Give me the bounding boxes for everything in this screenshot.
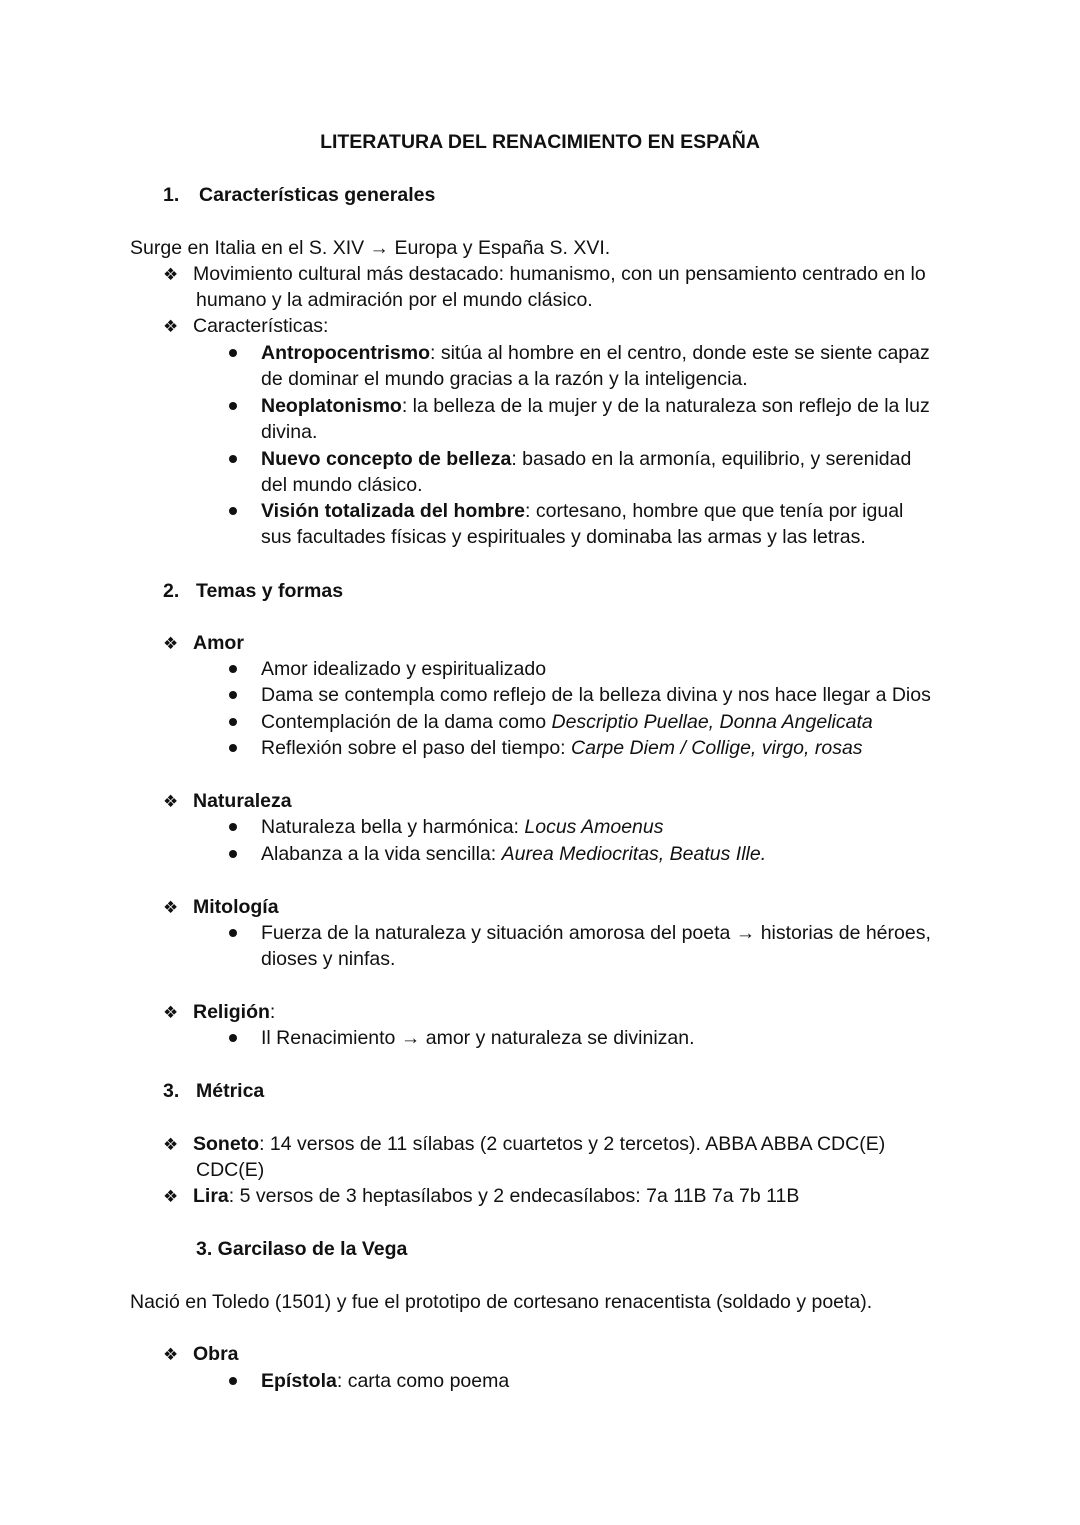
list-item-continuation: divina.	[261, 421, 318, 443]
section-heading-1: 1. Características generales	[163, 184, 436, 206]
list-item: Dama se contempla como reflejo de la belleza divina y nos hace llegar a Dios	[261, 684, 931, 706]
diamond-bullet-icon: ❖	[163, 1187, 179, 1206]
list-item: Nuevo concepto de belleza: basado en la armonía, equilibrio, y serenidad	[261, 448, 912, 470]
diamond-bullet-icon: ❖	[163, 792, 179, 811]
diamond-bullet-icon: ❖	[163, 1135, 179, 1154]
list-item: ❖ Lira: 5 versos de 3 heptasílabos y 2 endecasílabos: 7a 11B 7a 7b 11B	[163, 1183, 799, 1210]
diamond-bullet-icon: ❖	[163, 317, 179, 336]
topic-amor: ❖ Amor	[163, 630, 244, 657]
dot-bullet-icon	[229, 823, 237, 831]
list-item: Antropocentrismo: sitúa al hombre en el centro, donde este se siente capaz	[261, 342, 930, 364]
section-heading-2: 2. Temas y formas	[163, 580, 344, 602]
list-item-continuation: humano y la admiración por el mundo clásico.	[196, 289, 593, 311]
dot-bullet-icon	[229, 1377, 237, 1385]
section-heading-3: 3. Métrica	[163, 1080, 265, 1102]
list-item: Il Renacimiento → amor y naturaleza se divinizan.	[261, 1027, 695, 1049]
list-item-continuation: sus facultades físicas y espirituales y dominaba las armas y las letras.	[261, 526, 866, 548]
dot-bullet-icon	[229, 744, 237, 752]
list-item: Amor idealizado y espiritualizado	[261, 658, 547, 680]
dot-bullet-icon	[229, 1034, 237, 1042]
list-item: Contemplación de la dama como Descriptio Puellae, Donna Angelicata	[261, 711, 873, 733]
dot-bullet-icon	[229, 850, 237, 858]
dot-bullet-icon	[229, 455, 237, 463]
topic-naturaleza: ❖ Naturaleza	[163, 788, 292, 815]
list-item: ❖ Movimiento cultural más destacado: humanismo, con un pensamiento centrado en lo	[163, 261, 926, 288]
dot-bullet-icon	[229, 349, 237, 357]
diamond-bullet-icon: ❖	[163, 634, 179, 653]
list-item: Naturaleza bella y harmónica: Locus Amoenus	[261, 816, 664, 838]
list-item-continuation: de dominar el mundo gracias a la razón y la inteligencia.	[261, 368, 748, 390]
diamond-bullet-icon: ❖	[163, 265, 179, 284]
dot-bullet-icon	[229, 507, 237, 515]
dot-bullet-icon	[229, 402, 237, 410]
list-item: Fuerza de la naturaleza y situación amorosa del poeta → historias de héroes,	[261, 922, 931, 944]
list-item: Epístola: carta como poema	[261, 1370, 510, 1392]
list-item-continuation: dioses y ninfas.	[261, 948, 396, 970]
section-1-intro: Surge en Italia en el S. XIV → Europa y España S. XVI.	[130, 237, 611, 259]
topic-mitologia: ❖ Mitología	[163, 894, 279, 921]
dot-bullet-icon	[229, 665, 237, 673]
topic-obra: ❖ Obra	[163, 1341, 239, 1368]
list-item: ❖ Soneto: 14 versos de 11 sílabas (2 cuartetos y 2 tercetos). ABBA ABBA CDC(E)	[163, 1131, 885, 1158]
diamond-bullet-icon: ❖	[163, 898, 179, 917]
topic-religion: ❖ Religión:	[163, 999, 275, 1026]
dot-bullet-icon	[229, 929, 237, 937]
section-garcilaso-intro: Nació en Toledo (1501) y fue el prototipo de cortesano renacentista (soldado y poeta).	[130, 1291, 873, 1313]
list-item: ❖ Características:	[163, 313, 328, 340]
section-heading-garcilaso: 3. Garcilaso de la Vega	[196, 1238, 408, 1260]
list-item: Reflexión sobre el paso del tiempo: Carpe Diem / Collige, virgo, rosas	[261, 737, 863, 759]
list-item-continuation: CDC(E)	[196, 1159, 265, 1181]
diamond-bullet-icon: ❖	[163, 1003, 179, 1022]
dot-bullet-icon	[229, 718, 237, 726]
diamond-bullet-icon: ❖	[163, 1345, 179, 1364]
list-item: Visión totalizada del hombre: cortesano, hombre que que tenía por igual	[261, 500, 904, 522]
list-item: Neoplatonismo: la belleza de la mujer y de la naturaleza son reflejo de la luz	[261, 395, 930, 417]
list-item: Alabanza a la vida sencilla: Aurea Mediocritas, Beatus Ille.	[261, 843, 767, 865]
list-item-continuation: del mundo clásico.	[261, 474, 423, 496]
dot-bullet-icon	[229, 691, 237, 699]
document-title: LITERATURA DEL RENACIMIENTO EN ESPAÑA	[320, 131, 760, 153]
